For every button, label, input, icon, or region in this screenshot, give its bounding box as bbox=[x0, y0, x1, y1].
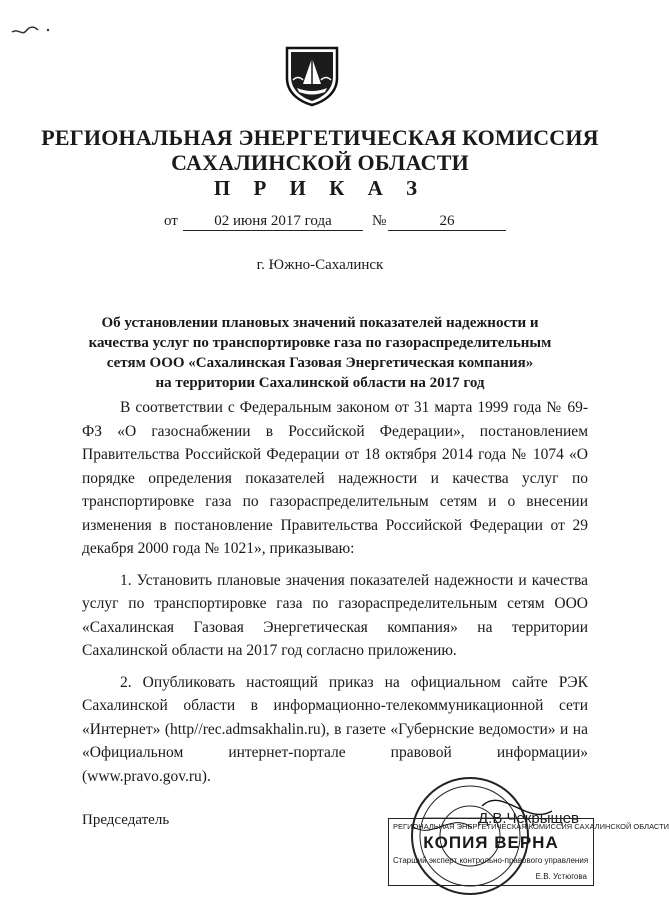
document-body bbox=[82, 396, 588, 796]
date-prefix: от bbox=[164, 213, 178, 229]
stamp-department: РЕГИОНАЛЬНАЯ ЭНЕРГЕТИЧЕСКАЯ КОМИССИЯ САХАЛИНСКОЙ ОБЛАСТИ bbox=[393, 822, 669, 831]
document-subject bbox=[60, 313, 580, 393]
handwritten-mark-icon bbox=[10, 18, 60, 48]
body-paragraph-item-1: 1. Установить плановые значения показателей надежности и качества услуг по транспортировке газа по газораспределительным сетям ООО «Сахалинская Газовая Энергетическая компания» на территории Сахалинской области на 2017 год согласно приложению. bbox=[82, 571, 588, 659]
document-type-title: П Р И К А З bbox=[213, 176, 427, 200]
subject-line: качества услуг по транспортировке газа по газораспределительным bbox=[88, 335, 552, 351]
document-date: 02 июня 2017 года bbox=[183, 213, 363, 231]
stamp-official-name: Е.В. Устюгова bbox=[535, 872, 587, 881]
body-paragraph-item-2: 2. Опубликовать настоящий приказ на официальном сайте РЭК Сахалинской области в информационно-телекоммуникационной сети «Интернет» (http//rec.admsakhalin.ru), в газете «Губернские ведомости» и на «Официальном интернет-портале правовой информации» (www.pravo.gov.ru). bbox=[82, 673, 588, 785]
organization-name: РЕГИОНАЛЬНАЯ ЭНЕРГЕТИЧЕСКАЯ КОМИССИЯ bbox=[41, 125, 599, 150]
copy-certification-stamp bbox=[388, 818, 669, 886]
stamp-official-position: Старший эксперт контрольно-правового управления bbox=[393, 856, 589, 865]
issue-city: г. Южно-Сахалинск bbox=[256, 257, 384, 273]
subject-line: на территории Сахалинской области на 2017 год bbox=[155, 375, 485, 391]
signatory-name: Д.В.Чекрыщев bbox=[478, 810, 580, 827]
subject-line: сетям ООО «Сахалинская Газовая Энергетическая компания» bbox=[106, 355, 534, 371]
signature-position: Председатель bbox=[82, 812, 170, 828]
number-sign: № bbox=[372, 213, 387, 229]
stamp-copy-true: КОПИЯ ВЕРНА bbox=[423, 833, 559, 852]
organization-region: САХАЛИНСКОЙ ОБЛАСТИ bbox=[171, 150, 469, 175]
subject-line: Об установлении плановых значений показателей надежности и bbox=[101, 315, 539, 331]
body-paragraph-preamble: В соответствии с Федеральным законом от 31 марта 1999 года № 69-ФЗ «О газоснабжении в Российской Федерации», постановлением Правительства Российской Федерации от 18 октября 2014 года № 1074 «О порядке определения показателей надежности и качества услуг по транспортировке газа по газораспределительным сетям и о внесении изменения в постановление Правительства Российской Федерации от 29 декабря 2000 года № 1021», приказываю: bbox=[82, 399, 588, 557]
document-number: 26 bbox=[388, 213, 506, 231]
coat-of-arms-icon bbox=[283, 44, 341, 106]
date-number-line bbox=[0, 213, 640, 235]
